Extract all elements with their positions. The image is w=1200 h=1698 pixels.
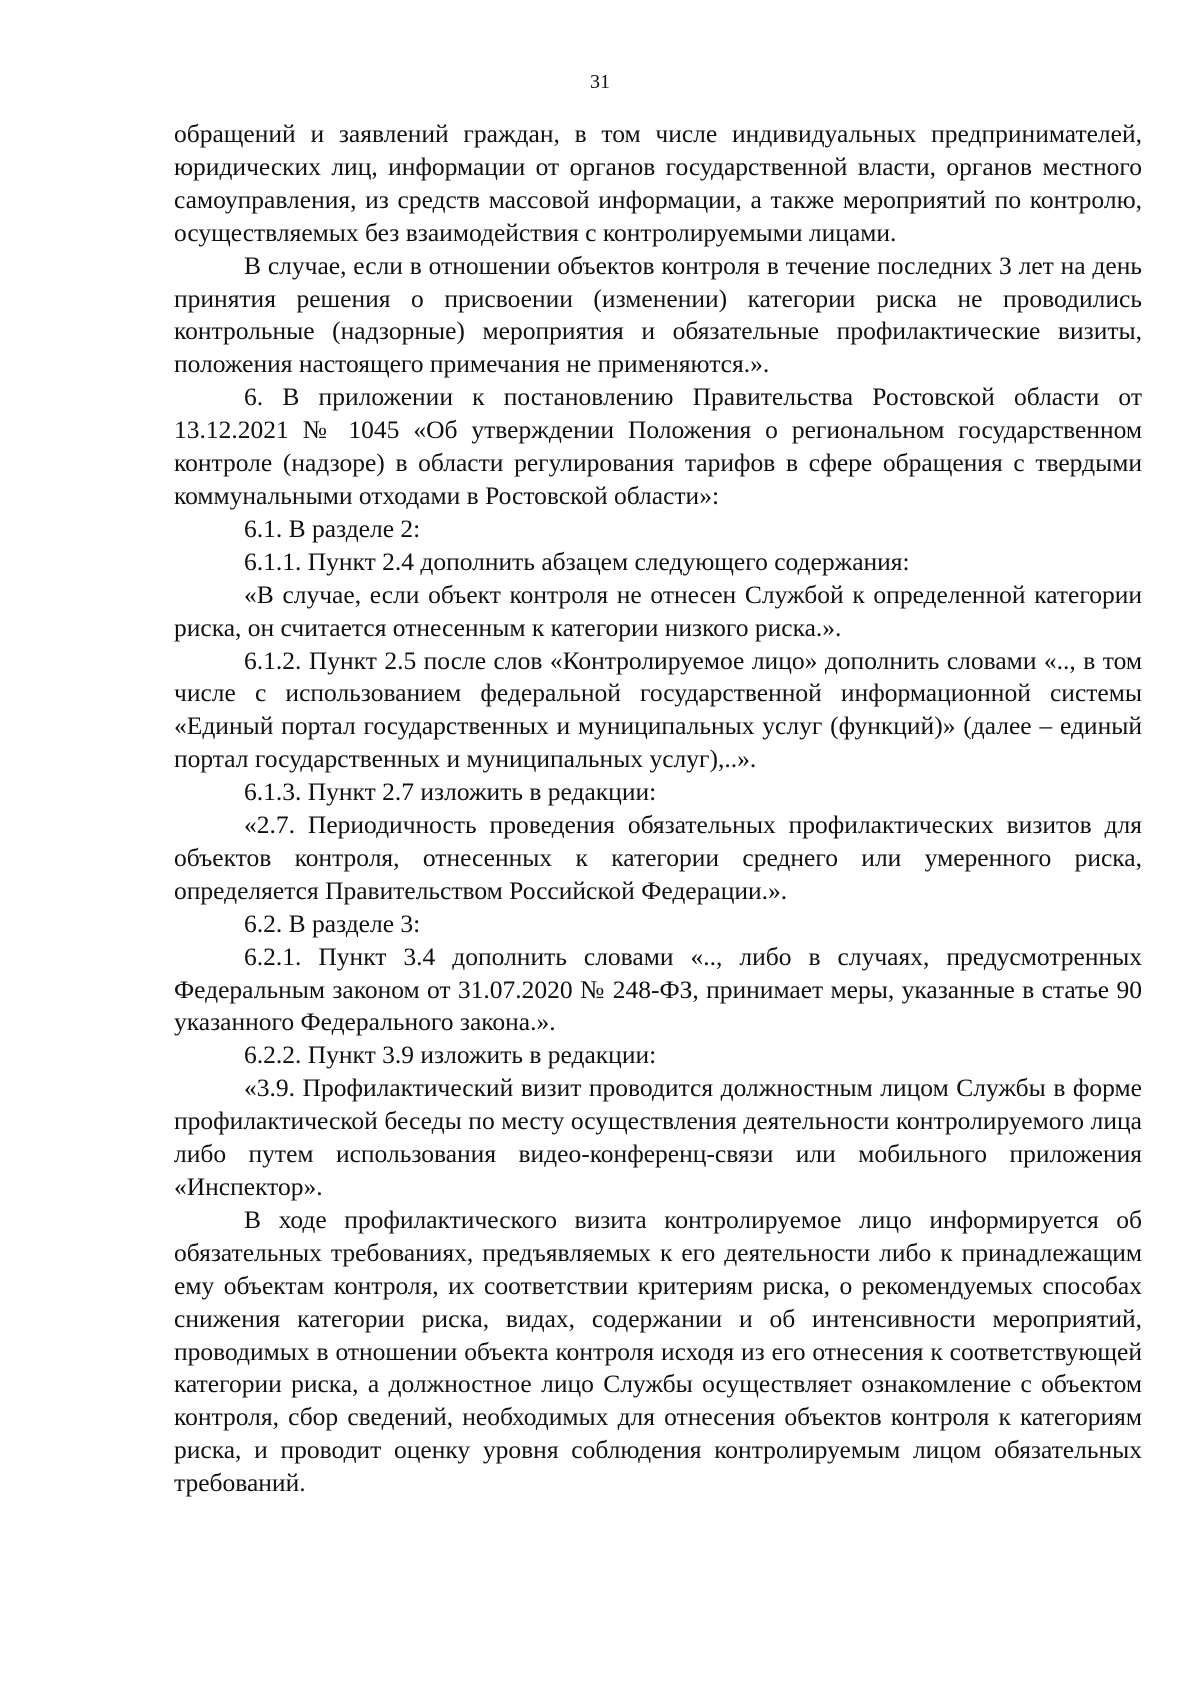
- paragraph-item-6-1-3: 6.1.3. Пункт 2.7 изложить в редакции:: [244, 777, 657, 807]
- paragraph-item-6-2-1: 6.2.1. Пункт 3.4 дополнить словами «.., либо в случаях, предусмотренных Федеральным законом от 31.07.2020 № 248-ФЗ, принимает меры, указанные в статье 90 указанного Федерального закона.».: [174, 941, 1142, 1037]
- paragraph-quote-low-risk: «В случае, если объект контроля не отнесен Службой к определенной категории риска, он считается отнесенным к категории низкого риска.».: [174, 579, 1142, 642]
- paragraph-item-6-1: 6.1. В разделе 2:: [244, 513, 421, 543]
- paragraph-item-6-1-2: 6.1.2. Пункт 2.5 после слов «Контролируемое лицо» дополнить словами «.., в том числе с использованием федеральной государственной информационной системы «Единый портал государственных и муниципальных услуг (функций)» (далее – единый портал государственных и муниципальных услуг),..».: [174, 645, 1142, 774]
- paragraph-item-6-2: 6.2. В разделе 3:: [244, 908, 421, 938]
- paragraph-quote-3-9: «3.9. Профилактический визит проводится должностным лицом Службы в форме профилактической беседы по месту осуществления деятельности контролируемого лица либо путем использования видео-конференц-связи или мобильного приложения «Инспектор».: [174, 1073, 1142, 1201]
- paragraph-risk-exception: В случае, если в отношении объектов контроля в течение последних 3 лет на день принятия решения о присвоении (изменении) категории риска не проводились контрольные (надзорные) мероприятия и обязательные профилактические визиты, положения настоящего примечания не применяются.».: [174, 250, 1142, 379]
- paragraph-quote-2-7: «2.7. Периодичность проведения обязательных профилактических визитов для объектов контроля, отнесенных к категории среднего или умеренного риска, определяется Правительством Российской Федерации.».: [174, 810, 1142, 905]
- page-number: 31: [590, 71, 610, 93]
- document-body: [174, 118, 1142, 1500]
- paragraph-item-6-1-1: 6.1.1. Пункт 2.4 дополнить абзацем следующего содержания:: [244, 546, 910, 576]
- paragraph-item-6: 6. В приложении к постановлению Правительства Ростовской области от 13.12.2021 № 1045 «Об утверждении Положения о региональном государственном контроле (надзоре) в области регулирования тарифов в сфере обращения с твердыми коммунальными отходами в Ростовской области»:: [174, 382, 1142, 510]
- paragraph-continuation: обращений и заявлений граждан, в том числе индивидуальных предпринимателей, юридических лиц, информации от органов государственной власти, органов местного самоуправления, из средств массовой информации, а также мероприятий по контролю, осуществляемых без взаимодействия с контролируемыми лицами.: [174, 119, 1142, 247]
- paragraph-item-6-2-2: 6.2.2. Пункт 3.9 изложить в редакции:: [244, 1040, 657, 1070]
- paragraph-visit-details: В ходе профилактического визита контролируемое лицо информируется об обязательных требованиях, предъявляемых к его деятельности либо к принадлежащим ему объектам контроля, их соответствии критериям риска, о рекомендуемых способах снижения категории риска, видах, содержании и об интенсивности мероприятий, проводимых в отношении объекта контроля исходя из его отнесения к соответствующей категории риска, а должностное лицо Службы осуществляет ознакомление с объектом контроля, сбор сведений, необходимых для отнесения объектов контроля к категориям риска, и проводит оценку уровня соблюдения контролируемым лицом обязательных требований.: [174, 1204, 1142, 1498]
